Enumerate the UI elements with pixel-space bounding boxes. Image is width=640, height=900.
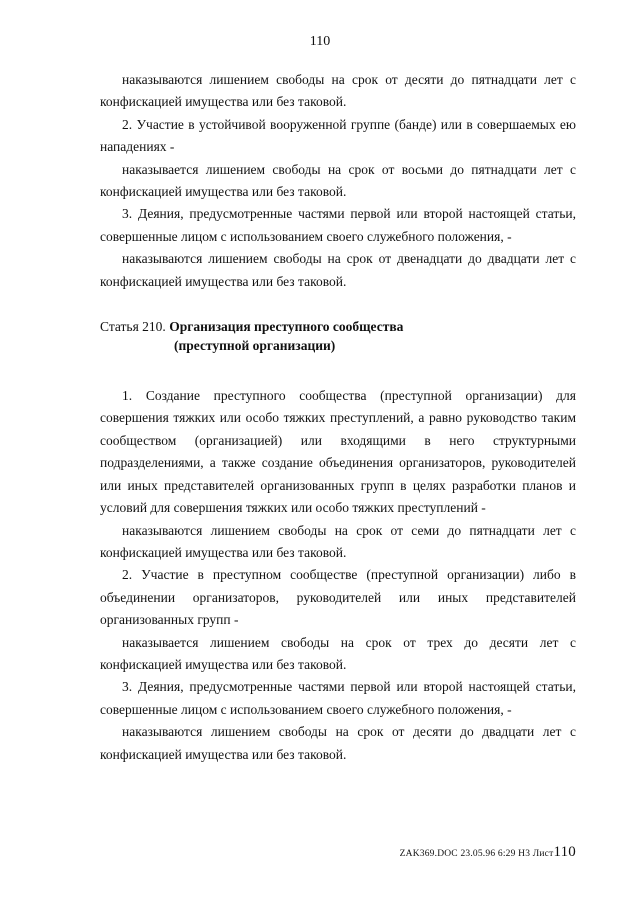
paragraph-penalty-10-15: наказываются лишением свободы на срок от десяти до пятнадцати лет с конфискацией имущества или без таковой. <box>100 72 576 110</box>
paragraph-part3-official-2: 3. Деяния, предусмотренные частями первой или второй настоящей статьи, совершенные лицом с использованием своего служебного положения, - <box>100 679 576 717</box>
paragraph-part2-gang: 2. Участие в устойчивой вооруженной группе (банде) или в совершаемых ею нападениях - <box>100 116 576 155</box>
article-title: Организация преступного сообщества <box>169 319 404 335</box>
paragraph-part2-participation: 2. Участие в преступном сообществе (преступной организации) либо в объединении организаторов, руководителей или иных представителей организованных групп - <box>100 567 576 628</box>
footer-sheet-label: Лист <box>532 849 554 859</box>
footer-code: Н3 <box>518 849 531 859</box>
footer-file: ZAK369.DOC <box>399 849 458 859</box>
footer-info <box>400 844 576 861</box>
article-number: Статья 210. <box>100 319 166 335</box>
document-body <box>100 69 576 766</box>
paragraph-penalty-10-20: наказываются лишением свободы на срок от десяти до двадцати лет с конфискацией имущества или без таковой. <box>100 724 576 762</box>
paragraph-penalty-8-15: наказывается лишением свободы на срок от восьми до пятнадцати лет с конфискацией имущества или без таковой. <box>100 161 576 200</box>
footer-date: 23.05.96 <box>460 849 496 859</box>
paragraph-part1-creation: 1. Создание преступного сообщества (преступной организации) для совершения тяжких или особо тяжких преступлений, а равно руководство таким сообществом (организацией) или входящими в него структурными подразделениями, а также создание объединения организаторов, руководителей или иных представителей организованных групп в целях разработки планов и условий для совершения тяжких или особо тяжких преступлений - <box>100 388 576 516</box>
article-heading-line1 <box>100 317 576 336</box>
article-title-line2: (преступной организации) <box>174 338 336 354</box>
article-heading <box>100 317 576 355</box>
footer-sheet-number: 110 <box>553 844 576 860</box>
paragraph-part3-official: 3. Деяния, предусмотренные частями первой или второй настоящей статьи, совершенные лицом с использованием своего служебного положения, - <box>100 206 576 244</box>
page-number: 110 <box>309 34 331 49</box>
paragraph-penalty-7-15: наказываются лишением свободы на срок от семи до пятнадцати лет с конфискацией имущества или без таковой. <box>100 522 576 560</box>
paragraph-penalty-12-20: наказываются лишением свободы на срок от двенадцати до двадцати лет с конфискацией имущества или без таковой. <box>100 251 576 289</box>
paragraph-penalty-3-10: наказывается лишением свободы на срок от трех до десяти лет с конфискацией имущества или без таковой. <box>100 634 576 672</box>
footer-time: 6:29 <box>497 849 516 859</box>
